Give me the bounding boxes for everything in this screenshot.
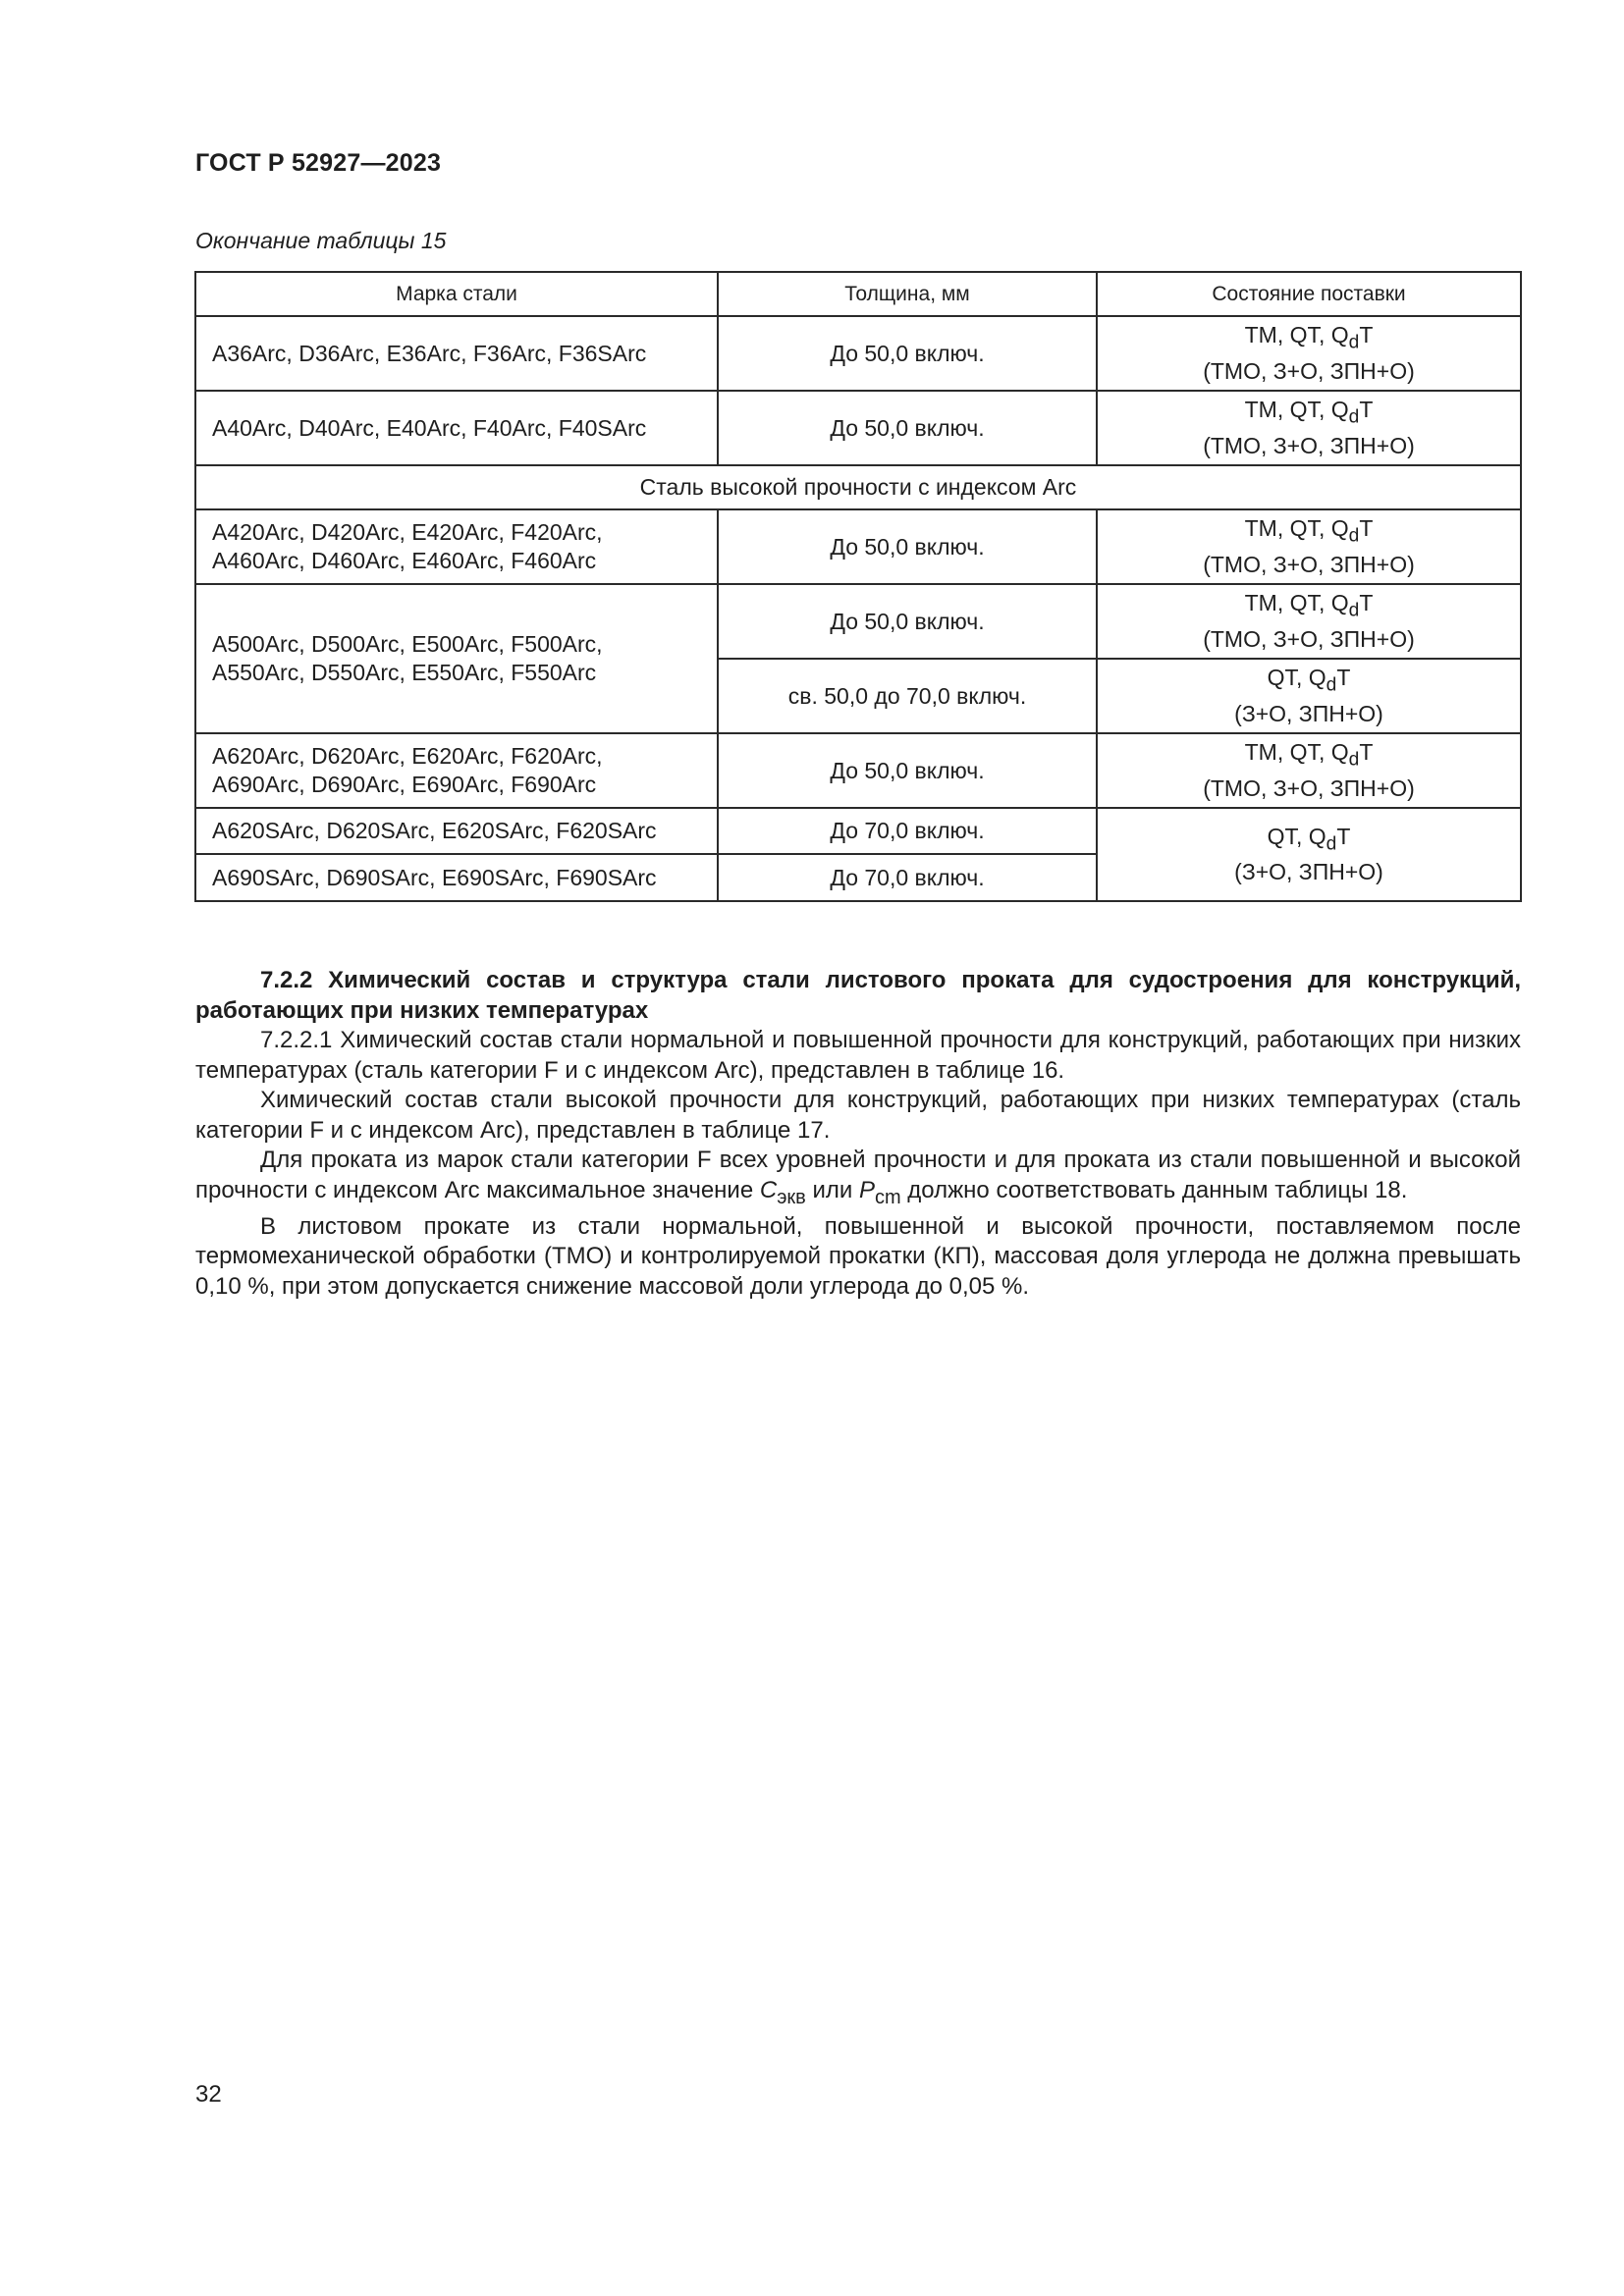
state-subscript: d <box>1348 332 1360 353</box>
column-header-state: Состояние поставки <box>1097 272 1521 316</box>
state-line-2: (ТМО, З+О, ЗПН+О) <box>1203 774 1415 801</box>
state-cell <box>1097 509 1521 584</box>
paragraph-3-text-a: Для проката из марок стали категории F всех уровней прочности и для проката из стали повышенной и высокой прочности с индексом Arc максимальное значение <box>195 1147 1521 1203</box>
state-line-1: TM, QT, Q <box>1244 397 1349 423</box>
state-suffix: T <box>1336 665 1351 691</box>
state-line-2: (ТМО, З+О, ЗПН+О) <box>1203 357 1415 384</box>
state-cell <box>1097 733 1521 808</box>
paragraph-3-text-b: или <box>805 1176 859 1203</box>
c-eq-symbol: C <box>759 1176 778 1203</box>
table-row <box>195 808 1521 854</box>
document-header: ГОСТ Р 52927—2023 <box>195 149 442 177</box>
state-line-1: QT, Q <box>1267 823 1326 849</box>
grade-cell: A40Arc, D40Arc, E40Arc, F40Arc, F40SArc <box>195 391 718 465</box>
thickness-cell: До 70,0 включ. <box>718 854 1097 901</box>
thickness-cell: До 50,0 включ. <box>718 733 1097 808</box>
state-cell-merged <box>1097 808 1521 901</box>
state-subscript: d <box>1348 406 1360 428</box>
table-caption: Окончание таблицы 15 <box>195 228 447 253</box>
state-subscript: d <box>1348 525 1360 547</box>
table-row <box>195 733 1521 808</box>
paragraph-4: В листовом прокате из стали нормальной, повышенной и высокой прочности, поставляемом после термомеханической обработки (ТМО) и контролируемой прокатки (КП), массовая доля углерода не должна превышать 0,10 %, при этом допускается снижение массовой доли углерода до 0,05 %. <box>195 1212 1521 1300</box>
paragraph-3-text-c: должно соответствовать данным таблицы 18. <box>900 1176 1408 1203</box>
state-cell <box>1097 659 1521 733</box>
section-heading: 7.2.2 Химический состав и структура стали листового проката для судостроения для конструкций, работающих при низких температурах <box>195 967 1521 1024</box>
column-header-grade: Марка стали <box>195 272 718 316</box>
table-section-row <box>195 465 1521 509</box>
section-body <box>195 966 1521 1302</box>
state-line-2: (ТМО, З+О, ЗПН+О) <box>1203 625 1415 652</box>
state-line-2: (ТМО, З+О, ЗПН+О) <box>1203 551 1415 577</box>
state-subscript: d <box>1326 833 1337 855</box>
grade-cell: A690SArc, D690SArc, E690SArc, F690SArc <box>195 854 718 901</box>
state-line-2: (ТМО, З+О, ЗПН+О) <box>1203 432 1415 458</box>
thickness-cell: До 50,0 включ. <box>718 316 1097 391</box>
table-row <box>195 509 1521 584</box>
section-title: Сталь высокой прочности с индексом Arc <box>195 465 1521 509</box>
c-eq-subscript: экв <box>777 1186 806 1208</box>
state-suffix: T <box>1359 739 1374 766</box>
state-cell <box>1097 391 1521 465</box>
state-suffix: T <box>1359 515 1374 542</box>
page-number: 32 <box>195 2081 222 2108</box>
grade-cell: A36Arc, D36Arc, E36Arc, F36Arc, F36SArc <box>195 316 718 391</box>
grade-line-1: A620Arc, D620Arc, E620Arc, F620Arc, <box>212 743 603 769</box>
state-cell <box>1097 316 1521 391</box>
state-line-2: (З+О, ЗПН+О) <box>1234 859 1383 885</box>
grade-line-2: A550Arc, D550Arc, E550Arc, F550Arc <box>212 660 597 685</box>
table-row <box>195 584 1521 659</box>
grade-cell <box>195 733 718 808</box>
grade-line-2: A690Arc, D690Arc, E690Arc, F690Arc <box>212 772 597 797</box>
grade-line-1: A500Arc, D500Arc, E500Arc, F500Arc, <box>212 631 603 657</box>
table-header-row <box>195 272 1521 316</box>
state-line-1: TM, QT, Q <box>1244 590 1349 616</box>
state-suffix: T <box>1336 823 1351 849</box>
state-suffix: T <box>1359 590 1374 616</box>
state-line-1: TM, QT, Q <box>1244 515 1349 542</box>
paragraph-1: 7.2.2.1 Химический состав стали нормальной и повышенной прочности для конструкций, работающих при низких температурах (сталь категории F и с индексом Arc), представлен в таблице 16. <box>195 1027 1521 1084</box>
state-cell <box>1097 584 1521 659</box>
grade-line-1: A420Arc, D420Arc, E420Arc, F420Arc, <box>212 519 603 545</box>
column-header-thickness: Толщина, мм <box>718 272 1097 316</box>
paragraph-2: Химический состав стали высокой прочности для конструкций, работающих при низких температурах (сталь категории F и с индексом Arc), представлен в таблице 17. <box>195 1087 1521 1144</box>
pcm-subscript: cm <box>874 1186 901 1208</box>
grade-cell: A620SArc, D620SArc, E620SArc, F620SArc <box>195 808 718 854</box>
state-subscript: d <box>1326 674 1337 696</box>
pcm-symbol: P <box>858 1176 875 1203</box>
state-suffix: T <box>1359 397 1374 423</box>
thickness-cell: До 70,0 включ. <box>718 808 1097 854</box>
state-line-1: TM, QT, Q <box>1244 739 1349 766</box>
grade-cell <box>195 509 718 584</box>
grade-cell <box>195 584 718 733</box>
state-line-2: (З+О, ЗПН+О) <box>1234 700 1383 726</box>
steel-grades-table <box>194 271 1522 902</box>
paragraph-3 <box>195 1146 1521 1212</box>
thickness-cell: До 50,0 включ. <box>718 509 1097 584</box>
table-row <box>195 316 1521 391</box>
state-suffix: T <box>1359 322 1374 348</box>
state-subscript: d <box>1348 600 1360 621</box>
grade-line-2: A460Arc, D460Arc, E460Arc, F460Arc <box>212 548 597 573</box>
thickness-cell: До 50,0 включ. <box>718 391 1097 465</box>
thickness-cell: До 50,0 включ. <box>718 584 1097 659</box>
state-line-1: QT, Q <box>1267 665 1326 691</box>
state-line-1: TM, QT, Q <box>1244 322 1349 348</box>
state-subscript: d <box>1348 749 1360 771</box>
thickness-cell: св. 50,0 до 70,0 включ. <box>718 659 1097 733</box>
table-row <box>195 391 1521 465</box>
